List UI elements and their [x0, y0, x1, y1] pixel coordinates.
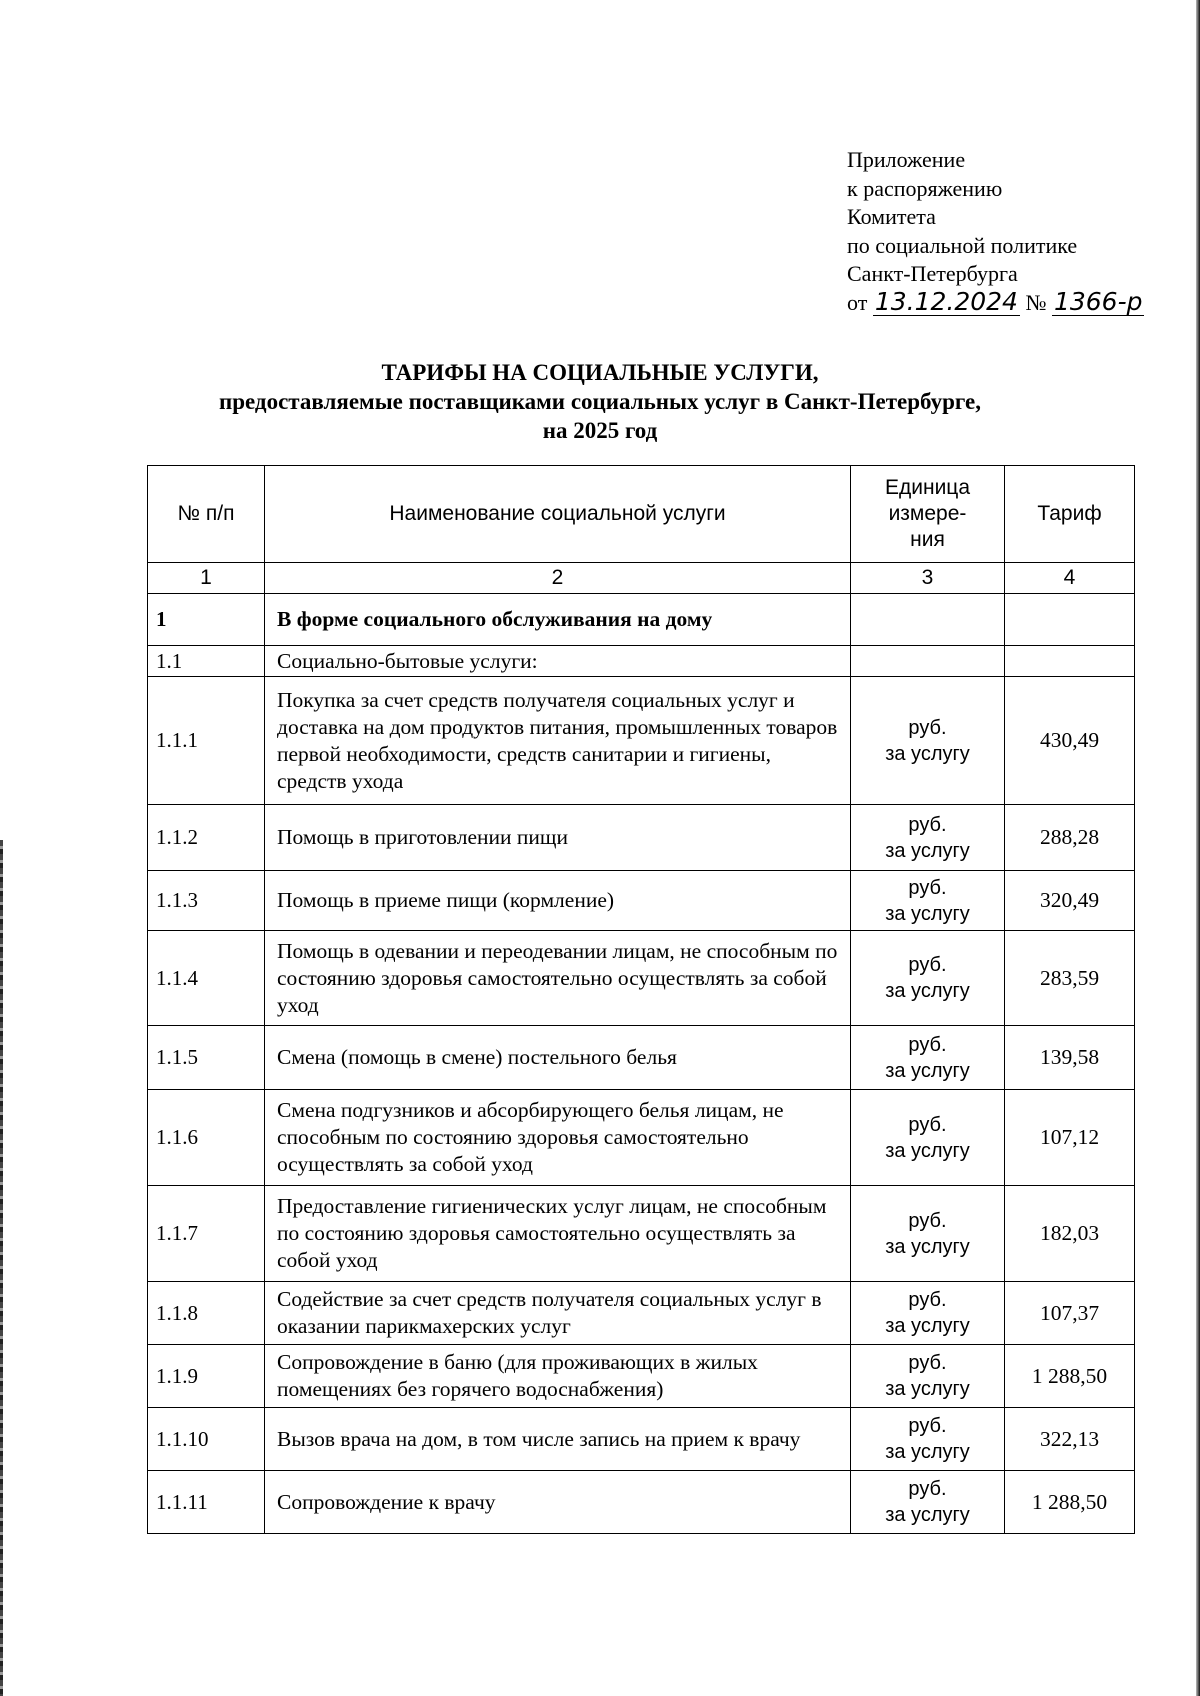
unit-cell [851, 1090, 1005, 1186]
appendix-line: к распоряжению [847, 175, 1003, 201]
row-number: 1.1.5 [148, 1026, 265, 1090]
row-number: 1.1.3 [148, 871, 265, 931]
header-unit-line: измере- [888, 502, 967, 525]
appendix-line: Приложение [847, 147, 966, 172]
scan-edge-right [1196, 0, 1200, 1696]
unit-per: за услугу [885, 1235, 970, 1258]
unit-cell [851, 871, 1005, 931]
column-number: 1 [148, 563, 265, 594]
unit-per: за услугу [885, 1504, 970, 1526]
row-number: 1.1.1 [148, 677, 265, 805]
table-row [148, 594, 1135, 646]
unit-currency: руб. [908, 876, 947, 899]
unit-cell [851, 1471, 1005, 1534]
row-number: 1.1.6 [148, 1090, 265, 1186]
table-row [148, 646, 1135, 677]
unit-cell [851, 805, 1005, 871]
service-name: В форме социального обслуживания на дому [265, 594, 851, 646]
tariff-value: 107,12 [1005, 1090, 1135, 1186]
service-name: Помощь в приготовлении пищи [265, 805, 851, 871]
row-number: 1.1.7 [148, 1186, 265, 1282]
header-unit-line: ния [910, 528, 945, 551]
service-name: Сопровождение в баню (для проживающих в жилых помещениях без горячего водоснабжения) [265, 1345, 851, 1408]
unit-cell [851, 677, 1005, 805]
unit-cell [851, 1282, 1005, 1345]
unit-cell [851, 646, 1005, 677]
unit-currency: руб. [908, 954, 947, 976]
header-tariff: Тариф [1005, 466, 1135, 563]
title-line-1: ТАРИФЫ НА СОЦИАЛЬНЫЕ УСЛУГИ, [381, 360, 819, 385]
table-row [148, 677, 1135, 805]
table-row [148, 871, 1135, 931]
appendix-line: по социальной политике [847, 232, 1078, 258]
tariff-value: 430,49 [1005, 677, 1135, 805]
document-title [0, 358, 1200, 445]
unit-per: за услугу [885, 742, 970, 765]
row-number: 1 [148, 594, 265, 646]
unit-currency: руб. [908, 1352, 947, 1374]
tariff-value: 1 288,50 [1005, 1345, 1135, 1408]
tariff-value [1005, 646, 1135, 677]
unit-cell [851, 1186, 1005, 1282]
table-row [148, 805, 1135, 871]
appendix-line: Комитета [847, 204, 936, 229]
column-number: 3 [851, 563, 1005, 594]
unit-per: за услугу [885, 980, 970, 1002]
table-row [148, 1471, 1135, 1534]
appendix-block [847, 146, 1144, 317]
table-row [148, 1186, 1135, 1282]
unit-per: за услугу [885, 1378, 970, 1400]
unit-per: за услугу [885, 839, 970, 862]
unit-currency: руб. [908, 1113, 947, 1136]
unit-per: за услугу [885, 1059, 970, 1082]
unit-currency: руб. [908, 1478, 947, 1500]
table-row [148, 1026, 1135, 1090]
row-number: 1.1.11 [148, 1471, 265, 1534]
handwritten-date: 13.12.2024 [874, 286, 1018, 316]
tariff-value: 182,03 [1005, 1186, 1135, 1282]
tariff-value: 1 288,50 [1005, 1471, 1135, 1534]
appendix-line: Санкт-Петербурга [847, 261, 1018, 286]
header-unit-line: Единица [884, 476, 971, 499]
unit-cell [851, 1408, 1005, 1471]
row-number: 1.1.2 [148, 805, 265, 871]
row-number: 1.1.9 [148, 1345, 265, 1408]
date-prefix: от [847, 289, 868, 315]
handwritten-number: 1366-р [1053, 286, 1143, 316]
header-unit [851, 466, 1005, 563]
column-number: 4 [1005, 563, 1135, 594]
unit-cell [851, 1026, 1005, 1090]
service-name: Смена (помощь в смене) постельного белья [265, 1026, 851, 1090]
unit-currency: руб. [908, 1209, 947, 1232]
unit-currency: руб. [908, 1033, 947, 1056]
column-number: 2 [265, 563, 851, 594]
service-name: Покупка за счет средств получателя социальных услуг и доставка на дом продуктов питания, промышленных товаров первой необходимости, средств санитарии и гигиены, средств ухода [265, 677, 851, 805]
unit-cell [851, 594, 1005, 646]
row-number: 1.1 [148, 646, 265, 677]
header-service-name: Наименование социальной услуги [265, 466, 851, 563]
unit-per: за услугу [885, 1315, 970, 1337]
unit-per: за услугу [885, 902, 970, 925]
unit-currency: руб. [908, 1415, 947, 1437]
tariff-value: 283,59 [1005, 931, 1135, 1026]
unit-currency: руб. [908, 716, 947, 739]
unit-currency: руб. [908, 1289, 947, 1311]
header-row [148, 466, 1135, 563]
row-number: 1.1.4 [148, 931, 265, 1026]
tariff-value: 320,49 [1005, 871, 1135, 931]
order-line [847, 286, 1144, 318]
table-row [148, 1090, 1135, 1186]
service-name: Помощь в одевании и переодевании лицам, не способным по состоянию здоровья самостоятельно осуществлять за собой уход [265, 931, 851, 1026]
table-row [148, 1345, 1135, 1408]
tariff-value: 288,28 [1005, 805, 1135, 871]
tariff-value: 139,58 [1005, 1026, 1135, 1090]
service-name: Вызов врача на дом, в том числе запись на прием к врачу [265, 1408, 851, 1471]
row-number: 1.1.8 [148, 1282, 265, 1345]
title-line-3: на 2025 год [542, 418, 658, 443]
unit-per: за услугу [885, 1441, 970, 1463]
table-row [148, 931, 1135, 1026]
unit-cell [851, 1345, 1005, 1408]
scan-edge-left [0, 840, 3, 1696]
tariff-value: 107,37 [1005, 1282, 1135, 1345]
unit-per: за услугу [885, 1139, 970, 1162]
table-row [148, 1408, 1135, 1471]
unit-currency: руб. [908, 813, 947, 836]
table-row [148, 1282, 1135, 1345]
service-name: Социально-бытовые услуги: [265, 646, 851, 677]
unit-cell [851, 931, 1005, 1026]
header-number: № п/п [148, 466, 265, 563]
row-number: 1.1.10 [148, 1408, 265, 1471]
tariff-value [1005, 594, 1135, 646]
service-name: Содействие за счет средств получателя социальных услуг в оказании парикмахерских услуг [265, 1282, 851, 1345]
title-line-2: предоставляемые поставщиками социальных услуг в Санкт-Петербурге, [218, 389, 982, 414]
tariffs-table [147, 465, 1135, 1534]
service-name: Сопровождение к врачу [265, 1471, 851, 1534]
service-name: Предоставление гигиенических услуг лицам, не способным по состоянию здоровья самостоятельно осуществлять за собой уход [265, 1186, 851, 1282]
service-name: Помощь в приеме пищи (кормление) [265, 871, 851, 931]
tariff-value: 322,13 [1005, 1408, 1135, 1471]
service-name: Смена подгузников и абсорбирующего белья лицам, не способным по состоянию здоровья самостоятельно осуществлять за собой уход [265, 1090, 851, 1186]
number-prefix: № [1025, 289, 1047, 315]
column-number-row [148, 563, 1135, 594]
